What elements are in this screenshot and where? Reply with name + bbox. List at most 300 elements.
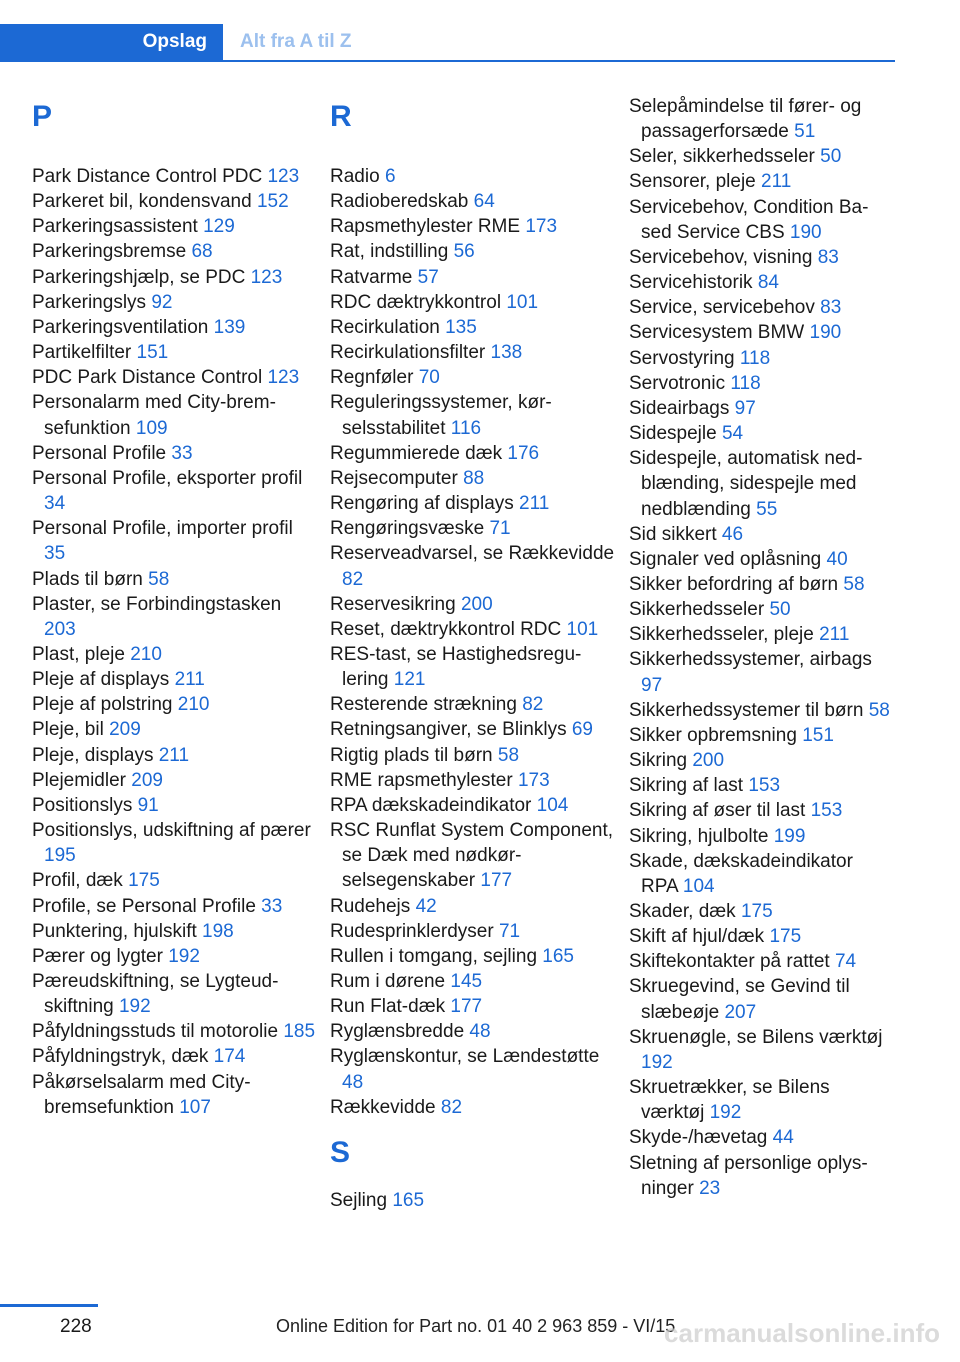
index-entry bbox=[330, 466, 615, 491]
entry-term: Sikker opbremsning bbox=[629, 724, 797, 746]
page-link[interactable]: 46 bbox=[721, 523, 744, 545]
index-entry bbox=[32, 265, 317, 290]
page-link[interactable]: 165 bbox=[542, 945, 574, 967]
index-entry bbox=[330, 1019, 615, 1044]
index-entry bbox=[32, 567, 317, 592]
page-link[interactable]: 58 bbox=[843, 573, 865, 595]
index-entry bbox=[629, 1025, 891, 1075]
page-link[interactable]: 211 bbox=[519, 493, 550, 515]
entry-term: Retningsangiver, se Blinklys bbox=[330, 719, 567, 741]
entry-term: Sikkerhedssystemer til børn bbox=[629, 699, 864, 721]
index-entry bbox=[32, 592, 317, 642]
page-link[interactable]: 209 bbox=[131, 769, 163, 791]
entry-term: Seler, sikkerhedsseler bbox=[629, 146, 815, 168]
page-link[interactable]: 175 bbox=[128, 870, 160, 892]
entry-term: Skruenøgle, se Bilens værktøj bbox=[629, 1026, 883, 1048]
page-link[interactable]: 129 bbox=[203, 216, 235, 238]
page-link[interactable]: 68 bbox=[191, 241, 213, 263]
page-link[interactable]: 151 bbox=[136, 342, 169, 364]
entry-term: Sideairbags bbox=[629, 397, 730, 419]
entry-term: Rigtig plads til børn bbox=[330, 744, 493, 766]
index-entry bbox=[330, 265, 615, 290]
page-link[interactable]: 33 bbox=[171, 442, 193, 464]
page-link[interactable]: 135 bbox=[445, 316, 477, 338]
page-link[interactable]: 42 bbox=[415, 895, 437, 917]
index-entry bbox=[32, 340, 317, 365]
page-link[interactable]: 192 bbox=[168, 945, 200, 967]
entry-term: Parkeringsassistent bbox=[32, 216, 198, 238]
entry-term: Pleje af displays bbox=[32, 669, 170, 691]
page-link[interactable]: 50 bbox=[820, 146, 842, 168]
entry-term: Skiftekontakter på rattet bbox=[629, 951, 830, 973]
index-entry bbox=[629, 1125, 891, 1150]
entry-term: Pleje, displays bbox=[32, 744, 154, 766]
index-entry bbox=[32, 290, 317, 315]
page-number: 228 bbox=[60, 1316, 92, 1337]
page-link[interactable]: 199 bbox=[773, 825, 806, 847]
index-entry bbox=[330, 290, 615, 315]
entry-term: Skade, dækskadeindikator RPA bbox=[629, 850, 853, 897]
page-link[interactable]: 192 bbox=[709, 1102, 742, 1124]
index-entry bbox=[330, 919, 615, 944]
entry-term: Rat, indstilling bbox=[330, 241, 449, 263]
page-link[interactable]: 123 bbox=[267, 166, 300, 187]
entry-term: Park Distance Control PDC bbox=[32, 166, 263, 187]
index-entry bbox=[32, 390, 317, 440]
index-entry bbox=[32, 315, 317, 340]
index-entry bbox=[629, 622, 891, 647]
header-rule bbox=[0, 60, 895, 62]
entry-term: Personal Profile, importer profil bbox=[32, 518, 293, 540]
index-entry bbox=[32, 768, 317, 793]
page-link[interactable]: 211 bbox=[158, 744, 190, 766]
page-link[interactable]: 185 bbox=[283, 1021, 316, 1043]
tab-opslag[interactable]: Opslag bbox=[0, 24, 223, 60]
page-link[interactable]: 145 bbox=[450, 971, 483, 992]
entry-term: Parkeringshjælp, se PDC bbox=[32, 266, 246, 288]
page-link[interactable]: 139 bbox=[213, 316, 246, 338]
index-entry bbox=[629, 899, 891, 924]
entry-term: Plads til børn bbox=[32, 568, 143, 590]
entry-term: Personalarm med City-bremsefunktion bbox=[32, 392, 276, 439]
page-link[interactable]: 58 bbox=[497, 744, 520, 766]
entry-term: Sikkerhedsseler, pleje bbox=[629, 624, 814, 646]
index-entry bbox=[330, 365, 615, 390]
page-link[interactable]: 174 bbox=[213, 1046, 246, 1068]
page-link[interactable]: 50 bbox=[769, 599, 791, 621]
page-link[interactable]: 58 bbox=[148, 568, 170, 590]
entry-term: Service, servicebehov bbox=[629, 297, 815, 319]
index-entry bbox=[330, 1095, 615, 1120]
entry-term: Sejling bbox=[330, 1189, 388, 1211]
index-entry bbox=[629, 522, 891, 547]
entry-term: Servotronic bbox=[629, 372, 726, 394]
index-entry bbox=[629, 371, 891, 396]
index-entry bbox=[629, 446, 891, 521]
entry-term: Sikring af øser til last bbox=[629, 800, 806, 822]
index-entry bbox=[32, 189, 317, 214]
index-entry bbox=[330, 390, 615, 440]
index-entry bbox=[629, 169, 891, 194]
page-link[interactable]: 88 bbox=[463, 467, 485, 489]
page-link[interactable]: 82 bbox=[440, 1096, 463, 1118]
entry-term: Punktering, hjulskift bbox=[32, 920, 197, 942]
footer-rule bbox=[0, 1304, 98, 1307]
entry-term: Profil, dæk bbox=[32, 870, 123, 892]
section-letter: S bbox=[330, 1135, 351, 1169]
entry-term: Partikelfilter bbox=[32, 342, 132, 364]
page-link[interactable]: 209 bbox=[109, 719, 141, 741]
index-entry bbox=[32, 919, 317, 944]
index-entry bbox=[330, 214, 615, 239]
index-entry bbox=[629, 94, 891, 144]
entry-term: Sensorer, pleje bbox=[629, 171, 756, 193]
index-entry bbox=[330, 944, 615, 969]
entry-term: Rum i dørene bbox=[330, 971, 446, 992]
index-column-3 bbox=[629, 94, 891, 1201]
header-bar bbox=[0, 24, 895, 62]
index-entry bbox=[32, 818, 317, 868]
index-column-1 bbox=[32, 94, 317, 1120]
index-entry bbox=[32, 516, 317, 566]
index-entry bbox=[32, 692, 317, 717]
page-link[interactable]: 70 bbox=[418, 367, 440, 389]
page-link[interactable]: 71 bbox=[498, 920, 521, 942]
index-entry bbox=[330, 617, 615, 642]
entry-term: Recirkulationsfilter bbox=[330, 342, 486, 364]
page-link[interactable]: 92 bbox=[151, 291, 173, 313]
page-link[interactable]: 83 bbox=[820, 297, 842, 319]
entry-term: Rudesprinklerdyser bbox=[330, 920, 494, 942]
page-link[interactable]: 198 bbox=[202, 920, 234, 942]
entry-term: Servicebehov, visning bbox=[629, 246, 813, 268]
page-link[interactable]: 82 bbox=[522, 694, 544, 716]
page-link[interactable]: 48 bbox=[469, 1021, 491, 1043]
page-link[interactable]: 118 bbox=[739, 347, 771, 369]
entry-term: Skift af hjul/dæk bbox=[629, 926, 765, 948]
entry-term: Rullen i tomgang, sejling bbox=[330, 945, 538, 967]
index-entry bbox=[32, 717, 317, 742]
index-entry bbox=[330, 692, 615, 717]
index-entry bbox=[629, 597, 891, 622]
page-link[interactable]: 152 bbox=[256, 191, 289, 213]
entry-term: Skader, dæk bbox=[629, 901, 736, 922]
page-link[interactable]: 116 bbox=[450, 417, 482, 439]
page-link[interactable]: 195 bbox=[44, 845, 76, 867]
page-link[interactable]: 177 bbox=[480, 870, 513, 892]
page-link[interactable]: 71 bbox=[489, 518, 511, 540]
entry-term: Sikring, hjulbolte bbox=[629, 825, 769, 847]
page-link[interactable]: 104 bbox=[682, 875, 715, 897]
index-entry bbox=[330, 969, 615, 994]
entry-term: Personal Profile bbox=[32, 442, 167, 464]
index-entry bbox=[330, 164, 615, 189]
entry-term: Selepåmindelse til fører- og passagerforsæde bbox=[629, 96, 862, 143]
index-entry bbox=[629, 346, 891, 371]
index-entry bbox=[330, 994, 615, 1019]
page-link[interactable]: 123 bbox=[250, 266, 283, 288]
entry-term: Skyde-/hævetag bbox=[629, 1127, 768, 1149]
index-entry bbox=[629, 723, 891, 748]
page-link[interactable]: 97 bbox=[641, 674, 663, 696]
index-entry bbox=[629, 849, 891, 899]
page-link[interactable]: 48 bbox=[342, 1071, 364, 1093]
entry-term: Regnføler bbox=[330, 367, 414, 389]
entry-term: Påkørselsalarm med City-bremsefunktion bbox=[32, 1071, 251, 1118]
entry-term: RSC Runflat System Component, se Dæk med nødkørselsegenskaber bbox=[330, 820, 614, 892]
page-link[interactable]: 177 bbox=[450, 996, 483, 1018]
page-link[interactable]: 211 bbox=[174, 669, 205, 691]
index-entry bbox=[32, 944, 317, 969]
index-entry bbox=[629, 974, 891, 1024]
entry-term: Påfyldningstryk, dæk bbox=[32, 1046, 209, 1068]
page-link[interactable]: 58 bbox=[868, 699, 890, 721]
entry-term: Rudehejs bbox=[330, 895, 411, 917]
page-link[interactable]: 190 bbox=[789, 221, 822, 243]
index-entry bbox=[629, 245, 891, 270]
index-entry bbox=[629, 547, 891, 572]
page-link[interactable]: 211 bbox=[761, 171, 792, 193]
page-link[interactable]: 153 bbox=[810, 800, 843, 822]
page-link[interactable]: 33 bbox=[261, 895, 283, 917]
entry-term: Parkeringsbremse bbox=[32, 241, 187, 263]
index-entry bbox=[330, 491, 615, 516]
page-link[interactable]: 109 bbox=[135, 417, 168, 439]
page-link[interactable]: 35 bbox=[44, 543, 66, 565]
index-entry bbox=[330, 239, 615, 264]
entry-term: Skruetrækker, se Bilens værktøj bbox=[629, 1077, 830, 1124]
entry-term: Plaster, se Forbindingstasken bbox=[32, 593, 282, 615]
section-letter: P bbox=[32, 100, 53, 133]
page-link[interactable]: 101 bbox=[566, 618, 599, 640]
page-link[interactable]: 54 bbox=[721, 423, 744, 445]
index-entry bbox=[629, 924, 891, 949]
index-entry bbox=[32, 164, 317, 189]
index-entry bbox=[32, 667, 317, 692]
entry-term: Sid sikkert bbox=[629, 523, 717, 545]
entry-term: Radioberedskab bbox=[330, 191, 469, 213]
entry-term: Resterende strækning bbox=[330, 694, 517, 716]
page-link[interactable]: 91 bbox=[137, 794, 159, 816]
entry-term: Reset, dæktrykkontrol RDC bbox=[330, 618, 562, 640]
page-link[interactable]: 104 bbox=[536, 794, 569, 816]
page-link[interactable]: 151 bbox=[802, 724, 834, 746]
entry-term: Run Flat-dæk bbox=[330, 996, 446, 1018]
index-entry bbox=[330, 592, 615, 617]
entry-term: Servicehistorik bbox=[629, 272, 753, 294]
index-entry bbox=[32, 239, 317, 264]
entry-term: RDC dæktrykkontrol bbox=[330, 291, 502, 313]
page-link[interactable]: 69 bbox=[571, 719, 593, 741]
edition-text: Online Edition for Part no. 01 40 2 963 859 - VI/15 bbox=[276, 1316, 676, 1336]
page-link[interactable]: 207 bbox=[724, 1001, 757, 1023]
index-entry bbox=[32, 1019, 317, 1044]
index-column-2 bbox=[330, 94, 615, 1213]
index-entry bbox=[330, 340, 615, 365]
index-entry bbox=[629, 798, 891, 823]
index-entry bbox=[330, 516, 615, 541]
index-entry bbox=[629, 773, 891, 798]
entry-term: Pæreudskiftning, se Lygteudskiftning bbox=[32, 971, 279, 1018]
entry-term: Rapsmethylester RME bbox=[330, 216, 521, 238]
entry-term: Plejemidler bbox=[32, 769, 126, 791]
index-entry bbox=[32, 365, 317, 390]
index-entry bbox=[330, 717, 615, 742]
entry-term: Parkeringsventilation bbox=[32, 316, 209, 338]
page-link[interactable]: 57 bbox=[417, 266, 439, 288]
entry-term: Servostyring bbox=[629, 347, 735, 369]
index-entry bbox=[629, 270, 891, 295]
page-link[interactable]: 107 bbox=[179, 1096, 211, 1118]
page-link[interactable]: 176 bbox=[507, 442, 540, 464]
entry-term: Ryglænsbredde bbox=[330, 1021, 465, 1043]
page-link[interactable]: 6 bbox=[384, 166, 396, 187]
index-entry bbox=[32, 894, 317, 919]
entry-term: Ratvarme bbox=[330, 266, 413, 288]
index-entry bbox=[32, 793, 317, 818]
page-link[interactable]: 56 bbox=[453, 241, 475, 263]
index-entry bbox=[330, 768, 615, 793]
index-entry bbox=[629, 1151, 891, 1201]
entry-term: Reguleringssystemer, kørselsstabilitet bbox=[330, 392, 552, 439]
page-link[interactable]: 138 bbox=[490, 342, 523, 364]
page-link[interactable]: 173 bbox=[525, 216, 558, 238]
index-entry bbox=[32, 214, 317, 239]
page-link[interactable]: 84 bbox=[757, 272, 779, 294]
entry-term: Plast, pleje bbox=[32, 643, 125, 665]
index-entry bbox=[629, 949, 891, 974]
index-entry bbox=[32, 642, 317, 667]
watermark: carmanualsonline.info bbox=[664, 1318, 940, 1348]
entry-term: Sidespejle bbox=[629, 423, 717, 445]
entry-term: Reservesikring bbox=[330, 593, 456, 615]
entry-term: Rækkevidde bbox=[330, 1096, 436, 1118]
entry-term: Positionslys bbox=[32, 794, 133, 816]
entry-term: Pærer og lygter bbox=[32, 945, 163, 967]
entry-term: Rengøringsvæske bbox=[330, 518, 485, 540]
page-link[interactable]: 192 bbox=[641, 1051, 673, 1073]
index-entry bbox=[330, 1188, 615, 1213]
entry-term: Pleje af polstring bbox=[32, 694, 173, 716]
entry-term: Rejsecomputer bbox=[330, 467, 458, 489]
entry-term: Påfyldningsstuds til motorolie bbox=[32, 1021, 279, 1043]
index-entry bbox=[32, 466, 317, 516]
page-link[interactable]: 192 bbox=[118, 996, 151, 1018]
index-entry bbox=[629, 320, 891, 345]
entry-term: Skruegevind, se Gevind til slæbeøje bbox=[629, 976, 850, 1023]
page-link[interactable]: 64 bbox=[473, 191, 495, 213]
entry-term: Ryglænskontur, se Lændestøtte bbox=[330, 1046, 600, 1068]
index-entry bbox=[330, 793, 615, 818]
index-entry bbox=[32, 743, 317, 768]
page-link[interactable]: 23 bbox=[699, 1177, 721, 1199]
entry-term: Recirkulation bbox=[330, 316, 440, 338]
tab-alt-fra-a-til-z[interactable]: Alt fra A til Z bbox=[240, 31, 352, 52]
entry-term: Rengøring af displays bbox=[330, 493, 514, 515]
page-link[interactable]: 210 bbox=[130, 643, 162, 665]
index-entry bbox=[629, 748, 891, 773]
page-link[interactable]: 173 bbox=[517, 769, 550, 791]
entry-term: Sidespejle, automatisk nedblænding, sidespejle med nedblænding bbox=[629, 448, 863, 520]
entry-term: Personal Profile, eksporter profil bbox=[32, 467, 303, 489]
index-entry bbox=[629, 144, 891, 169]
entry-term: Positionslys, udskiftning af pærer bbox=[32, 820, 311, 842]
index-entry bbox=[330, 189, 615, 214]
index-entry bbox=[330, 894, 615, 919]
index-entry bbox=[330, 441, 615, 466]
page-link[interactable]: 200 bbox=[460, 593, 493, 615]
index-entry bbox=[629, 421, 891, 446]
page-link[interactable]: 74 bbox=[834, 951, 857, 973]
entry-term: Servicesystem BMW bbox=[629, 322, 805, 344]
page-link[interactable]: 200 bbox=[692, 750, 725, 772]
entry-term: Regummierede dæk bbox=[330, 442, 503, 464]
page-link[interactable]: 97 bbox=[734, 397, 756, 419]
index-entry bbox=[330, 1044, 615, 1094]
page-link[interactable]: 82 bbox=[342, 568, 364, 590]
entry-term: Sikkerhedsseler bbox=[629, 599, 765, 621]
page-link[interactable]: 118 bbox=[730, 372, 761, 394]
page-link[interactable]: 51 bbox=[794, 121, 816, 143]
page-link[interactable]: 123 bbox=[267, 367, 300, 389]
index-entry bbox=[32, 969, 317, 1019]
index-entry bbox=[629, 295, 891, 320]
page-link[interactable]: 83 bbox=[817, 246, 839, 268]
entry-term: Parkeringslys bbox=[32, 291, 147, 313]
entry-term: RES-tast, se Hastighedsregulering bbox=[330, 643, 582, 691]
entry-term: Profile, se Personal Profile bbox=[32, 895, 256, 917]
page-link[interactable]: 165 bbox=[392, 1189, 425, 1211]
entry-term: Pleje, bil bbox=[32, 719, 104, 741]
entry-term: Radio bbox=[330, 166, 380, 187]
index-entry bbox=[330, 818, 615, 893]
page-link[interactable]: 153 bbox=[748, 775, 781, 797]
index-entry bbox=[629, 824, 891, 849]
page-link[interactable]: 210 bbox=[177, 694, 210, 716]
entry-term: RPA dækskadeindikator bbox=[330, 794, 532, 816]
index-entry bbox=[629, 195, 891, 245]
index-entry bbox=[629, 572, 891, 597]
page-link[interactable]: 44 bbox=[772, 1127, 794, 1149]
page-link[interactable]: 101 bbox=[506, 291, 539, 313]
entry-term: Servicebehov, Condition Based Service CBS bbox=[629, 196, 869, 243]
entry-term: Sikkerhedssystemer, airbags bbox=[629, 649, 872, 671]
page-link[interactable]: 175 bbox=[740, 901, 773, 922]
entry-term: Sikring af last bbox=[629, 775, 744, 797]
page-link[interactable]: 211 bbox=[819, 624, 850, 646]
page-link[interactable]: 121 bbox=[393, 669, 426, 691]
entry-term: Sikker befordring af børn bbox=[629, 573, 839, 595]
index-entry bbox=[330, 743, 615, 768]
entry-term: Signaler ved oplåsning bbox=[629, 548, 822, 570]
index-entry bbox=[32, 1070, 317, 1120]
page-link[interactable]: 55 bbox=[756, 498, 778, 520]
entry-term: Reserveadvarsel, se Rækkevidde bbox=[330, 543, 615, 565]
index-entry bbox=[629, 647, 891, 697]
index-entry bbox=[32, 441, 317, 466]
page-link[interactable]: 190 bbox=[809, 322, 842, 344]
index-entry bbox=[629, 698, 891, 723]
page-link[interactable]: 34 bbox=[44, 493, 66, 515]
index-entry bbox=[32, 1044, 317, 1069]
entry-term: RME rapsmethylester bbox=[330, 769, 513, 791]
index-entry bbox=[330, 541, 615, 591]
entry-term: Sikring bbox=[629, 750, 688, 772]
page-link[interactable]: 203 bbox=[44, 618, 76, 640]
page-link[interactable]: 40 bbox=[826, 548, 848, 570]
entry-term: Sletning af personlige oplysninger bbox=[629, 1152, 868, 1199]
page-link[interactable]: 175 bbox=[769, 926, 802, 948]
